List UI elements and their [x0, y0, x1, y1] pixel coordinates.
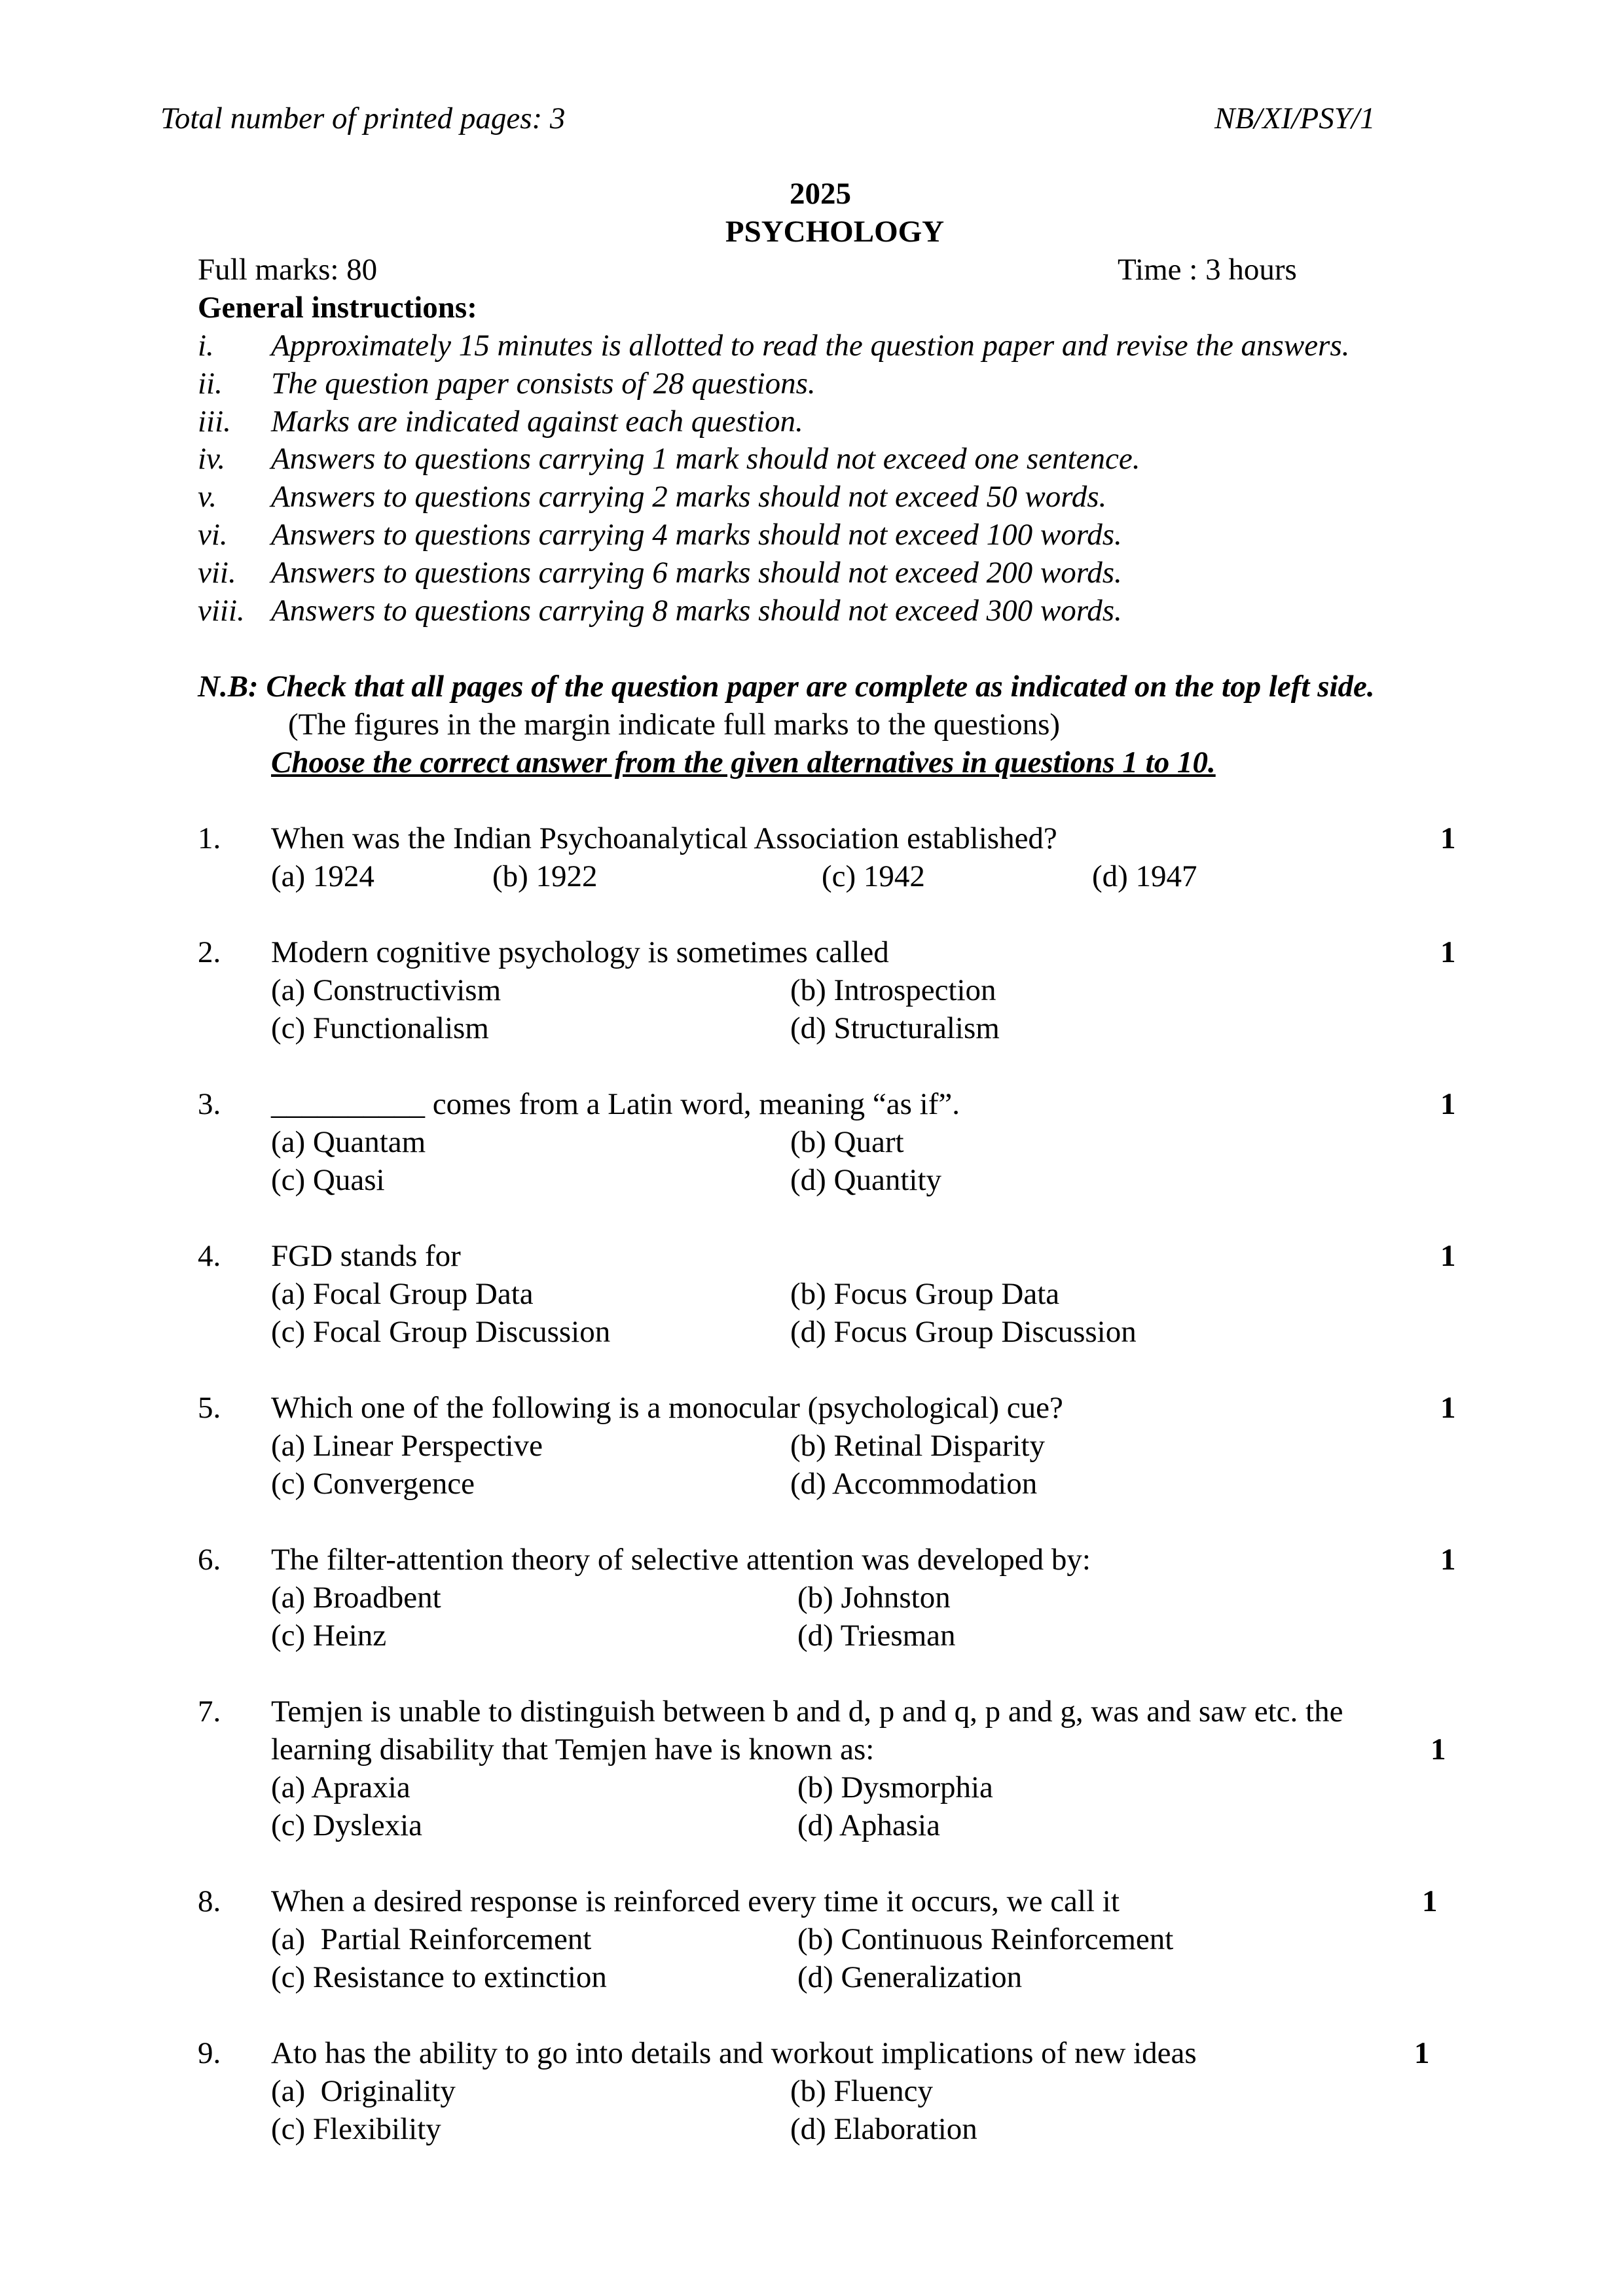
question-text: Which one of the following is a monocular (psychological) cue? — [271, 1391, 1063, 1425]
instruction-number: iv. — [198, 442, 226, 476]
option: (b) Dysmorphia — [797, 1770, 993, 1804]
instruction-text: Approximately 15 minutes is allotted to read the question paper and revise the answers. — [271, 329, 1350, 363]
question-marks: 1 — [1440, 821, 1456, 855]
question-marks: 1 — [1422, 1884, 1438, 1918]
option: (d) Aphasia — [797, 1808, 940, 1842]
option: (d) Elaboration — [790, 2112, 977, 2146]
instruction-text: Marks are indicated against each question. — [271, 404, 803, 439]
question-text: Ato has the ability to go into details and workout implications of new ideas — [271, 2036, 1197, 2070]
question-marks: 1 — [1440, 1543, 1456, 1577]
instruction-number: ii. — [198, 367, 223, 401]
option: (a) Broadbent — [271, 1581, 441, 1615]
option: (c) Functionalism — [271, 1011, 489, 1045]
instruction-number: iii. — [198, 404, 231, 439]
exam-year: 2025 — [790, 177, 851, 211]
option: (a) 1924 — [271, 859, 374, 893]
option: (b) Fluency — [790, 2074, 933, 2108]
marks-margin-note: (The figures in the margin indicate full marks to the questions) — [288, 708, 1061, 742]
option: (a) Constructivism — [271, 973, 501, 1007]
question-number: 2. — [198, 935, 221, 969]
instruction-text: Answers to questions carrying 4 marks should not exceed 100 words. — [271, 518, 1122, 552]
exam-subject: PSYCHOLOGY — [725, 215, 945, 249]
question-marks: 1 — [1440, 1087, 1456, 1121]
question-marks: 1 — [1440, 1391, 1456, 1425]
mcq-instruction: Choose the correct answer from the given alternatives in questions 1 to 10. — [271, 745, 1216, 780]
option: (d) Quantity — [790, 1163, 942, 1197]
question-text: When was the Indian Psychoanalytical Association established? — [271, 821, 1057, 855]
option: (b) Quart — [790, 1125, 904, 1159]
question-text: __________ comes from a Latin word, meaning “as if”. — [271, 1087, 960, 1121]
option: (b) 1922 — [492, 859, 598, 893]
question-text: The filter-attention theory of selective attention was developed by: — [271, 1543, 1091, 1577]
instructions-heading: General instructions: — [198, 291, 477, 325]
option: (a) Apraxia — [271, 1770, 410, 1804]
question-marks: 1 — [1431, 1732, 1446, 1767]
option: (a) Originality — [271, 2074, 456, 2108]
question-marks: 1 — [1414, 2036, 1430, 2070]
option: (c) Quasi — [271, 1163, 385, 1197]
full-marks: Full marks: 80 — [198, 253, 378, 287]
question-text-continued: learning disability that Temjen have is known as: — [271, 1732, 875, 1767]
instruction-number: i. — [198, 329, 214, 363]
option: (c) Flexibility — [271, 2112, 441, 2146]
option: (b) Johnston — [797, 1581, 951, 1615]
question-text: Modern cognitive psychology is sometimes called — [271, 935, 889, 969]
question-text: Temjen is unable to distinguish between b and d, p and q, p and g, was and saw etc. the — [271, 1695, 1343, 1729]
instruction-text: The question paper consists of 28 questions. — [271, 367, 816, 401]
question-text: FGD stands for — [271, 1239, 461, 1273]
option: (d) Structuralism — [790, 1011, 1000, 1045]
question-number: 1. — [198, 821, 221, 855]
paper-code: NB/XI/PSY/1 — [1214, 101, 1376, 135]
instruction-text: Answers to questions carrying 8 marks should not exceed 300 words. — [271, 594, 1122, 628]
question-text: When a desired response is reinforced every time it occurs, we call it — [271, 1884, 1120, 1918]
instruction-number: viii. — [198, 594, 245, 628]
option: (b) Retinal Disparity — [790, 1429, 1045, 1463]
option: (b) Focus Group Data — [790, 1277, 1060, 1311]
question-marks: 1 — [1440, 935, 1456, 969]
option: (b) Continuous Reinforcement — [797, 1922, 1174, 1956]
time-allowed: Time : 3 hours — [1118, 253, 1297, 287]
instruction-text: Answers to questions carrying 2 marks should not exceed 50 words. — [271, 480, 1107, 514]
page-count-note: Total number of printed pages: 3 — [160, 101, 566, 135]
option: (a) Linear Perspective — [271, 1429, 543, 1463]
instruction-number: v. — [198, 480, 217, 514]
question-number: 9. — [198, 2036, 221, 2070]
option: (c) Heinz — [271, 1619, 387, 1653]
option: (c) Dyslexia — [271, 1808, 422, 1842]
question-number: 4. — [198, 1239, 221, 1273]
option: (d) 1947 — [1092, 859, 1197, 893]
instruction-number: vi. — [198, 518, 228, 552]
option: (c) Focal Group Discussion — [271, 1315, 611, 1349]
question-number: 3. — [198, 1087, 221, 1121]
instruction-text: Answers to questions carrying 6 marks should not exceed 200 words. — [271, 556, 1122, 590]
option: (a) Focal Group Data — [271, 1277, 534, 1311]
question-number: 7. — [198, 1695, 221, 1729]
option: (b) Introspection — [790, 973, 996, 1007]
option: (d) Focus Group Discussion — [790, 1315, 1137, 1349]
question-number: 5. — [198, 1391, 221, 1425]
option: (c) 1942 — [822, 859, 925, 893]
option: (c) Resistance to extinction — [271, 1960, 607, 1994]
question-number: 8. — [198, 1884, 221, 1918]
question-number: 6. — [198, 1543, 221, 1577]
option: (d) Triesman — [797, 1619, 956, 1653]
option: (d) Generalization — [797, 1960, 1023, 1994]
option: (d) Accommodation — [790, 1467, 1038, 1501]
instruction-number: vii. — [198, 556, 236, 590]
option: (c) Convergence — [271, 1467, 475, 1501]
instruction-text: Answers to questions carrying 1 mark should not exceed one sentence. — [271, 442, 1140, 476]
question-marks: 1 — [1440, 1239, 1456, 1273]
option: (a) Quantam — [271, 1125, 426, 1159]
nb-note: N.B: Check that all pages of the question paper are complete as indicated on the top left side. — [198, 670, 1375, 704]
option: (a) Partial Reinforcement — [271, 1922, 592, 1956]
